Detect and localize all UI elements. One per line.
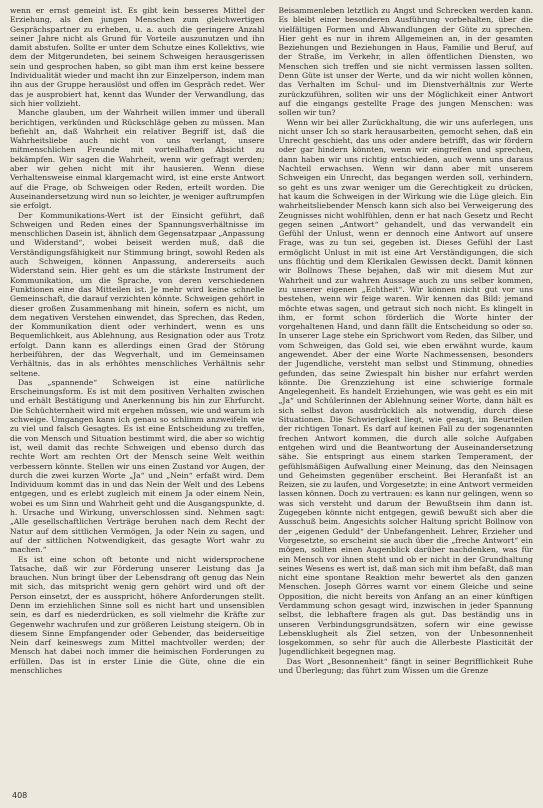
paragraph: Der Kommunikations-Wert ist der Einsicht geführt, daß Schweigen und Reden eines der Spannungsverhältnisse im menschlichen Dasein ist, ähnlich dem Gegensatzpaar „Anpassung und Widerstand“, wobei beiseit werden muß, daß die Verständigungsfähigkeit nur Stimmung bringt, sowohl Reden als auch Schweigen, können Anpassung, andererseits auch Widerstand sein. Hier geht es um die stärkste Instrument der Kommunikation, um die Sprache, von deren verschiedenen Funktionen eine das Mitteilen ist. Je mehr wird keine schnelle Gemeinschaft, die darauf verzichten könnte. Schweigen gehört in dieser großen Zusammenhang mit hinein, sofern es nicht, um dem negativen Verstehen einwendet, das Sprechen, das Reden, der Kommunikation dient oder verhindert, wenn es uns Bequemlichkeit, aus Ablehnung, aus Resignation oder aus Trotz erfolgt. Dann kann es allerdings einen Grad der Störung herbeiführen, der das Wegverhalt, und im Gemeinsamen Verhältnis, das in als erhöhtes menschliches Verhältnis sehr seltene. bbox=[10, 210, 265, 378]
paragraph: Das „spannende“ Schweigen ist eine natürliche Erscheinungsform. Es ist mit dem positiven Verhalten zwischen und erhält Bestätigung und Anerkennung bis hin zur Ehrfurcht. Die Schüchternheit wird mit ergehen müssen, wie und warum ich schweige. Umgangen kann ich genau so schlimm anzweifeln wie zu viel und falsch Gesagtes. Es ist eine Entscheidung zu treffen, die von Mensch und Situation bestimmt wird, die aber so wichtig ist, weil damit das rechte Schweigen und ebenso durch das rechte Wort am rechten Ort der Mensch seine Welt weithin verbessern könnte. Stellen wir uns einen Zustand vor Augen, der durch die zwei kurzen Worte „Ja“ und „Nein“ erfaßt wird. Dem Individuum kommt das in und das Nein der Welt und des Lebens entgegen, und es erlebt zugleich mit einem Ja oder einem Nein, wobei es um Sinn und Wahrheit geht und die Ausgangspunkte, d. h. Ursache und Wirkung, unverschlossen sind. Nehmen sagt: „Alle gesellschaftlichen Verträge beruhen nach dem Recht der Natur auf dem sittlichen Vermögen, Ja oder Nein zu sagen, und auf der sittlichen Notwendigkeit, das gesagte Wort wahr zu machen.“ bbox=[10, 377, 265, 555]
paragraph: Beisammenleben letztlich zu Angst und Schrecken werden kann. Es bleibt einer besonderen Ausführung vorbehalten, über die vielfältigen Formen und Abwandlungen der Güte zu sprechen. Hier geht es nur in ihrem Allgemeinen an, in der gesamten Beziehungen und Beziehungen in Haus, Familie und Beruf, auf der Straße, im Verkehr, in allen öffentlichen Diensten, wo Menschen sich treffen und sie nicht vermissen lassen sollten. Denn Güte ist unser der Werte, und da wir nicht wollen können, das Verhalten im Schul- und im Dienstverhältnis zur Werte zurückzuführen, sollten wir uns der Möglichkeit einer Antwort auf die eingangs gestellte Frage des jungen Menschen: was sollen wir tun? bbox=[278, 6, 533, 118]
page-number: 408 bbox=[12, 791, 28, 800]
left-column bbox=[10, 6, 265, 778]
paragraph: Es ist eine schon oft betonte und nicht widersprochene Tatsache, daß wir zur Förderung unserer Leistung das Ja brauchen. Nun bringt über der Lebensdrang oft genug das Nein mit sich, das mitspricht wenig gern gehört wird und oft der Person einsetzt, der es ausspricht, höhere Anforderungen stellt. Denn im erziehlichen Sinne soll es nicht hart und unsensiblen sein, es darf es niederdrücken, es soll vielmehr die Kräfte zur Gegenwehr wachrufen und zur größeren Leistung steigern. Ob in diesem Sinne Empfangender oder Gebender, das beiderseitige Nein darf keineswegs zum Mittel machtvoller werden; der Mensch hat dabei noch immer die heimischen Forderungen zu erfüllen. Das ist in erster Linie die Güte, ohne die ein menschliches bbox=[10, 554, 265, 676]
right-column bbox=[279, 6, 534, 778]
paragraph: Wenn wir bei aller Zurückhaltung, die wir uns auferlegen, uns nicht unser Ich so stark herausarbeiten, gemocht sehen, daß ein Unrecht geschieht, das uns oder andere betrifft, das wir fördern oder gar hindern könnten, wenn wir eingreifen und sprechen, dann haben wir uns richtig entschieden, auch wenn uns daraus Nachteil erwachsen. Wenn wir dann aber mit unserem Schweigen ein Unrecht, das begangen werden soll, verhindern, so geht es uns zwar weniger um die Gerechtigkeit zu drücken, hat kaum die Schweigen in der Wirkung wie die Lüge gleich. Ein wahrheitsliebender Mensch kann sich also bei Verweigerung des Zeugnisses nicht wohlfühlen, denn er hat nach Gesetz und Recht gegen seinen „Antwort“ gehandelt, und das verwandelt ein Gefühl der Unlust, wenn er dennoch eine Antwort auf unsere Frage, was zu tun sei, gegeben ist. Dieses Gefühl der Last ermöglicht Unlust in mit ist eine Art Verständigungen, die sich uns flüchtig und dem Klerikalen Gewissen deckt. Damit können wir Bollnows These bejahen, daß wir mit diesem Mut zur Wahrheit und zur wahren Aussage auch zu uns selber kommen, zu unserer eigenen „Echtheit“. Wir können nicht gut vor uns bestehen, wenn wir feige waren. Wir kennen das Bild: jemand möchte etwas sagen, und getraut sich noch nicht. Es klingelt in ihm, er formt schon förderlich die Worte hinter der vorgehaltenen Hand, und dann fällt die Entscheidung so oder so. In unserer Lage stehe ein Sprichwort vom Reden, das Silber, und vom Schweigen, das Gold sei, wie eben erwähnt wurde, kaum angewendet. Aber der eine Worte Nachmessensen, besonders der Jugendliche, versteht man selbst und Stimmung, ohnedies gefunden, das seine Zwiespalt hin bisher nur erfahrt werden könnte. Die Grenzziehung ist eine schwierige formale Angelegenheit. Es handelt Erziehungen, wie was geht es ein mit „Ja“ und Schülerinnen der Ablehnung seiner Worte, dann hält es sich selbst davon ausdrücklich als notwendig, durch diese Situationen. Die Schwierigkeit liegt, wie gesagt, im Beurteilen der richtigen Tonart. Es darf auf keinen Fall zu der sogenannten frechen Antwort kommen, die durch alle solche Aufgaben entgehen wird und die Beantwortung der Auseinandersetzung sähe. Sie entspringt aus einem starken Temperament, der gefühlsmäßigen Aufwallung einer Meinung, das den Neinsagen und Geheimsten gegenüber erscheint. Bei Heranfaßt ist an Reizen, sie zu laufen, und Vorgesetzte; in eine Antwort vermeiden lassen können. Doch zu vertrauen: es kann nur gelingen, wenn so was sich versteht und darum der Bewußtsein ihm dann ist. Zugegeben könnte nicht entgegen, gewiß bewußt sich aber die Ausschuß beim. Angesichts solcher Haltung spricht Bollnow von der „eigenen Geduld“ der Unbefangenheit. Lehrer, Erzieher und Vorgesetzte, so erscheint sie auch über die „freche Antwort“ ein mögen, sollten einen Augenblick darüber nachdenken, was für ein Mensch vor ihnen steht und ob er nicht in der Grundhaltung seines Wesens es wert ist, daß man sich mit ihm befaßt, daß man nicht eine spontane Reaktion mehr bewertet als den ganzen Menschen. Joseph Görres warnt vor einem Gleiche und seine Opposition, die nicht bereits von Anfang an an einer künftigen Verdammung schon gesagt wird, inzwischen in jeder Spannung selbst, die lebhaftere fragen als gut. Das beständig uns in unseren Verbindungsgrundsätzen, sofern wir eine gewisse Lebensklugheit als Ziel setzen, von der Unbesonnenheit losgekommen, so sehr für auch die Allerbeste Plasticität der Jugendlichkeit begegnen mag. bbox=[278, 117, 533, 657]
paragraph: Das Wort „Besonnenheit“ fängt in seiner Begrifflichkeit Ruhe und Überlegung; das führt zum Wissen um die Grenze bbox=[278, 656, 533, 676]
paragraph: wenn er ernst gemeint ist. Es gibt kein besseres Mittel der Erziehung, als den jungen Menschen zum gleichwertigen Gesprächspartner zu erheben, u. a. auch die geringere Anzahl seiner Jahre nicht als Grund für Vorteile auszunutzen und ihn damit abstufen. Sollte er unter dem Schutze eines Kollektivs, wie dem der Mitgerundeten, bei seinem Schweigen herausgerissen sein und gesprochen haben, so gibt man ihm erst keine bessere Individualität wieder und macht ihn zur Einzelperson, indem man ihn aus der Gruppe herauslöst und offen im Gespräch redet. Wer das je ausprobiert hat, kennt das Wunder der Verwandlung, das sich hier vollzieht. bbox=[10, 6, 265, 108]
text-columns bbox=[10, 6, 533, 778]
paragraph: Manche glauben, um der Wahrheit willen immer und überall berichtigen, verkünden und Rückschläge geben zu müssen. Man befiehlt an, daß Wahrheit ein relativer Begriff ist, daß die Wahrheitsliebe auch nicht von uns verlangt, unsere mitmenschlichen Freunde mit vorteilhaften Absicht zu bekämpfen. Wir sagen die Wahrheit, wenn wir gefragt werden; aber wir gehen nicht mit ihr hausieren. Wenn diese Verhaltensweise einmal klargemacht wird, ist eine erste Antwort auf die Frage, ob Schweigen oder Reden, erteilt worden. Die Auseinandersetzung wird nun so leichter, je weniger auftrumpfen sie erfolgt. bbox=[10, 108, 265, 211]
